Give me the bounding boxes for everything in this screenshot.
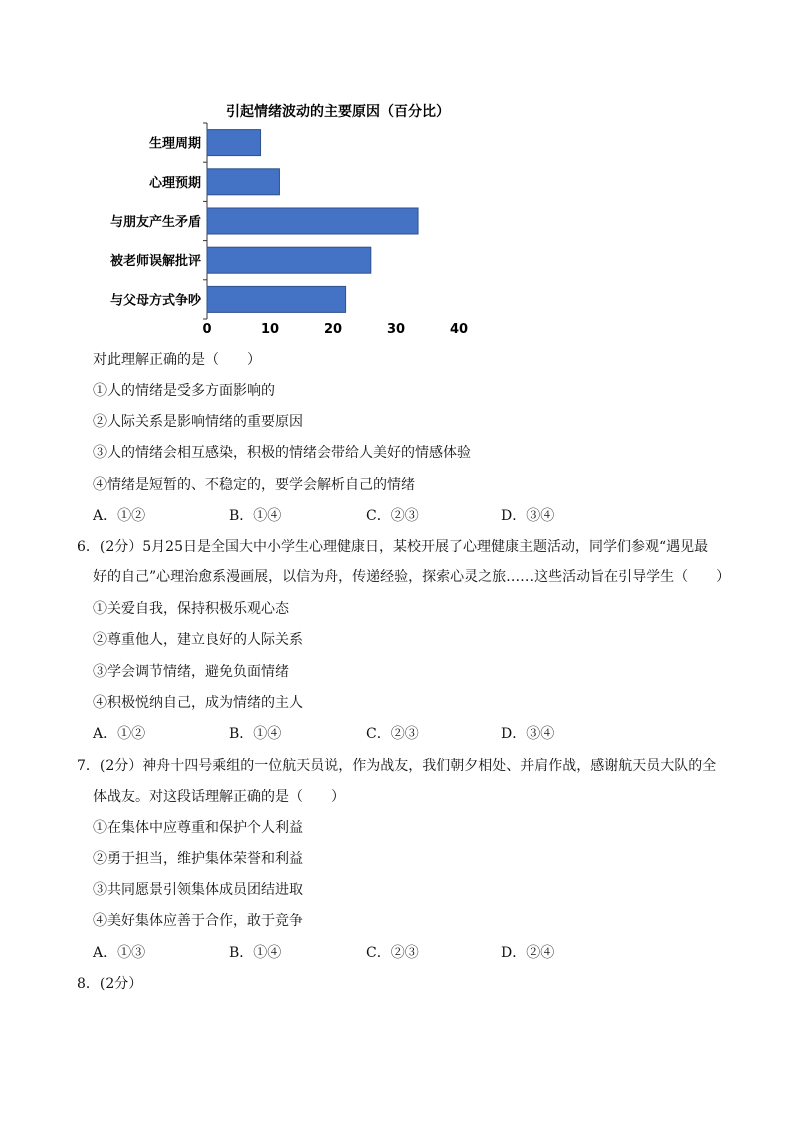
- q6-option-c: C．②③: [366, 726, 419, 742]
- q8-stem: 8．(2分）: [77, 976, 143, 992]
- bar-3: [207, 208, 418, 234]
- x-tick-label-20: 20: [323, 322, 343, 337]
- q5-item-4: ④情绪是短暂的、不稳定的，要学会解析自己的情绪: [93, 477, 415, 493]
- q7-item-1: ①在集体中应尊重和保护个人利益: [93, 820, 303, 836]
- q5-item-3: ③人的情绪会相互感染，积极的情绪会带给人美好的情感体验: [93, 445, 471, 461]
- x-tick-label-10: 10: [260, 322, 280, 337]
- q5-option-a: A．①②: [93, 508, 146, 524]
- q6-stem-line-2: 好的自己”心理治愈系漫画展，以信为舟，传递经验，探索心灵之旅……这些活动旨在引导学生（ ）: [93, 569, 731, 585]
- q6-option-b: B．①④: [229, 726, 282, 742]
- bar-chart-svg: [90, 96, 490, 346]
- q6-option-a: A．①②: [93, 726, 146, 742]
- q6-option-d: D．③④: [501, 726, 555, 742]
- q5-option-b: B．①④: [229, 508, 282, 524]
- q7-stem-line-2: 体战友。对这段话理解正确的是（ ）: [93, 789, 345, 805]
- q7-option-c: C．②③: [366, 945, 419, 961]
- q5-stem: 对此理解正确的是（ ）: [93, 352, 261, 368]
- q7-stem-line-1: 7．(2分）神舟十四号乘组的一位航天员说，作为战友，我们朝夕相处、并肩作战，感谢航天员大队的全: [77, 758, 717, 774]
- q6-item-3: ③学会调节情绪，避免负面情绪: [93, 664, 289, 680]
- q6-stem-line-1: 6．(2分）5月25日是全国大中小学生心理健康日，某校开展了心理健康主题活动，同学们参观“遇见最: [77, 539, 709, 555]
- q7-item-2: ②勇于担当，维护集体荣誉和利益: [93, 851, 303, 867]
- q6-item-1: ①关爱自我，保持积极乐观心态: [93, 601, 289, 617]
- category-label-3: 与朋友产生矛盾: [109, 215, 201, 230]
- bar-chart: [90, 96, 490, 346]
- category-label-2: 心理预期: [148, 175, 201, 191]
- q5-option-c: C．②③: [366, 508, 419, 524]
- category-label-5: 与父母方式争吵: [109, 293, 201, 309]
- q7-option-a: A．①③: [93, 945, 146, 961]
- bar-2: [207, 169, 279, 195]
- bar-5: [207, 286, 346, 312]
- q7-item-4: ④美好集体应善于合作，敢于竞争: [93, 913, 303, 929]
- q7-item-3: ③共同愿景引领集体成员团结进取: [93, 882, 303, 898]
- category-label-4: 被老师误解批评: [109, 254, 201, 270]
- q6-item-4: ④积极悦纳自己，成为情绪的主人: [93, 695, 303, 711]
- q5-item-1: ①人的情绪是受多方面影响的: [93, 383, 275, 399]
- x-tick-label-40: 40: [449, 322, 469, 337]
- q7-option-b: B．①④: [229, 945, 282, 961]
- x-tick-label-30: 30: [386, 322, 406, 337]
- bar-1: [207, 130, 261, 156]
- x-tick-label-0: 0: [202, 322, 212, 337]
- q7-option-d: D．②④: [501, 945, 555, 961]
- category-label-1: 生理周期: [148, 136, 201, 152]
- bar-4: [207, 247, 371, 273]
- q6-item-2: ②尊重他人，建立良好的人际关系: [93, 632, 303, 648]
- q5-option-d: D．③④: [501, 508, 555, 524]
- q5-item-2: ②人际关系是影响情绪的重要原因: [93, 414, 303, 430]
- chart-title: 引起情绪波动的主要原因（百分比）: [226, 104, 450, 120]
